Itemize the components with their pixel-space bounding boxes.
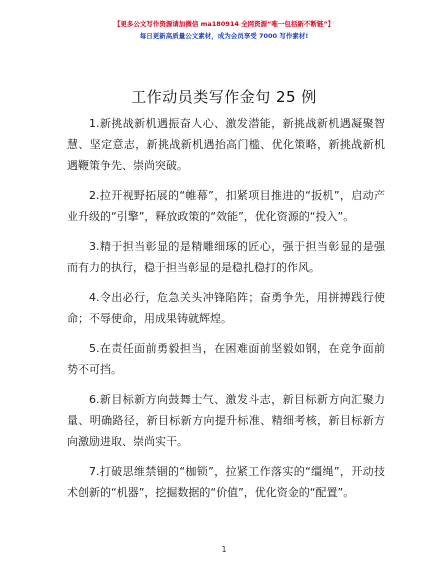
promo-line-2: 每日更新高质量公文素材，成为会员享受 7000 写作素材! xyxy=(139,32,309,40)
document-body xyxy=(67,113,385,512)
promo-line-1: 【更多公文写作资源请加微信 ma180914 全网资源“唯一包括新不断链”】 xyxy=(113,20,335,28)
paragraph-5: 5.在责任面前勇毅担当，在困难面前坚毅如钢，在竞争面前势不可挡。 xyxy=(67,342,385,376)
promo-header xyxy=(0,18,448,42)
paragraph-1: 1.新挑战新机遇振奋人心、激发潜能，新挑战新机遇凝聚智慧、坚定意志，新挑战新机遇抬高门槛、优化策略，新挑战新机遇鞭策争先、崇尚突破。 xyxy=(67,117,385,172)
page-number: 1 xyxy=(221,545,227,554)
paragraph-7: 7.打破思维禁锢的“枷锁”，拉紧工作落实的“缰绳”，开动技术创新的“机器”，挖掘数据的“价值”，优化资金的“配置”。 xyxy=(67,465,385,499)
paragraph-6: 6.新目标新方向鼓舞士气、激发斗志，新目标新方向汇聚力量、明确路径，新目标新方向提升标准、精细考核，新目标新方向激励进取、崇尚实干。 xyxy=(67,393,385,448)
paragraph-3: 3.精于担当彰显的是精雕细琢的匠心，强于担当彰显的是强而有力的执行，稳于担当彰显的是稳扎稳打的作风。 xyxy=(67,240,385,274)
document-title: 工作动员类写作金句 25 例 xyxy=(131,88,317,106)
paragraph-2: 2.拉开视野拓展的“帷幕”，扣紧项目推进的“扳机”，启动产业升级的“引擎”，释放政策的“效能”，优化资源的“投入”。 xyxy=(67,189,385,223)
paragraph-4: 4.令出必行，危急关头冲锋陷阵；奋勇争先，用拼搏践行使命；不辱使命，用成果铸就辉煌。 xyxy=(67,291,385,325)
